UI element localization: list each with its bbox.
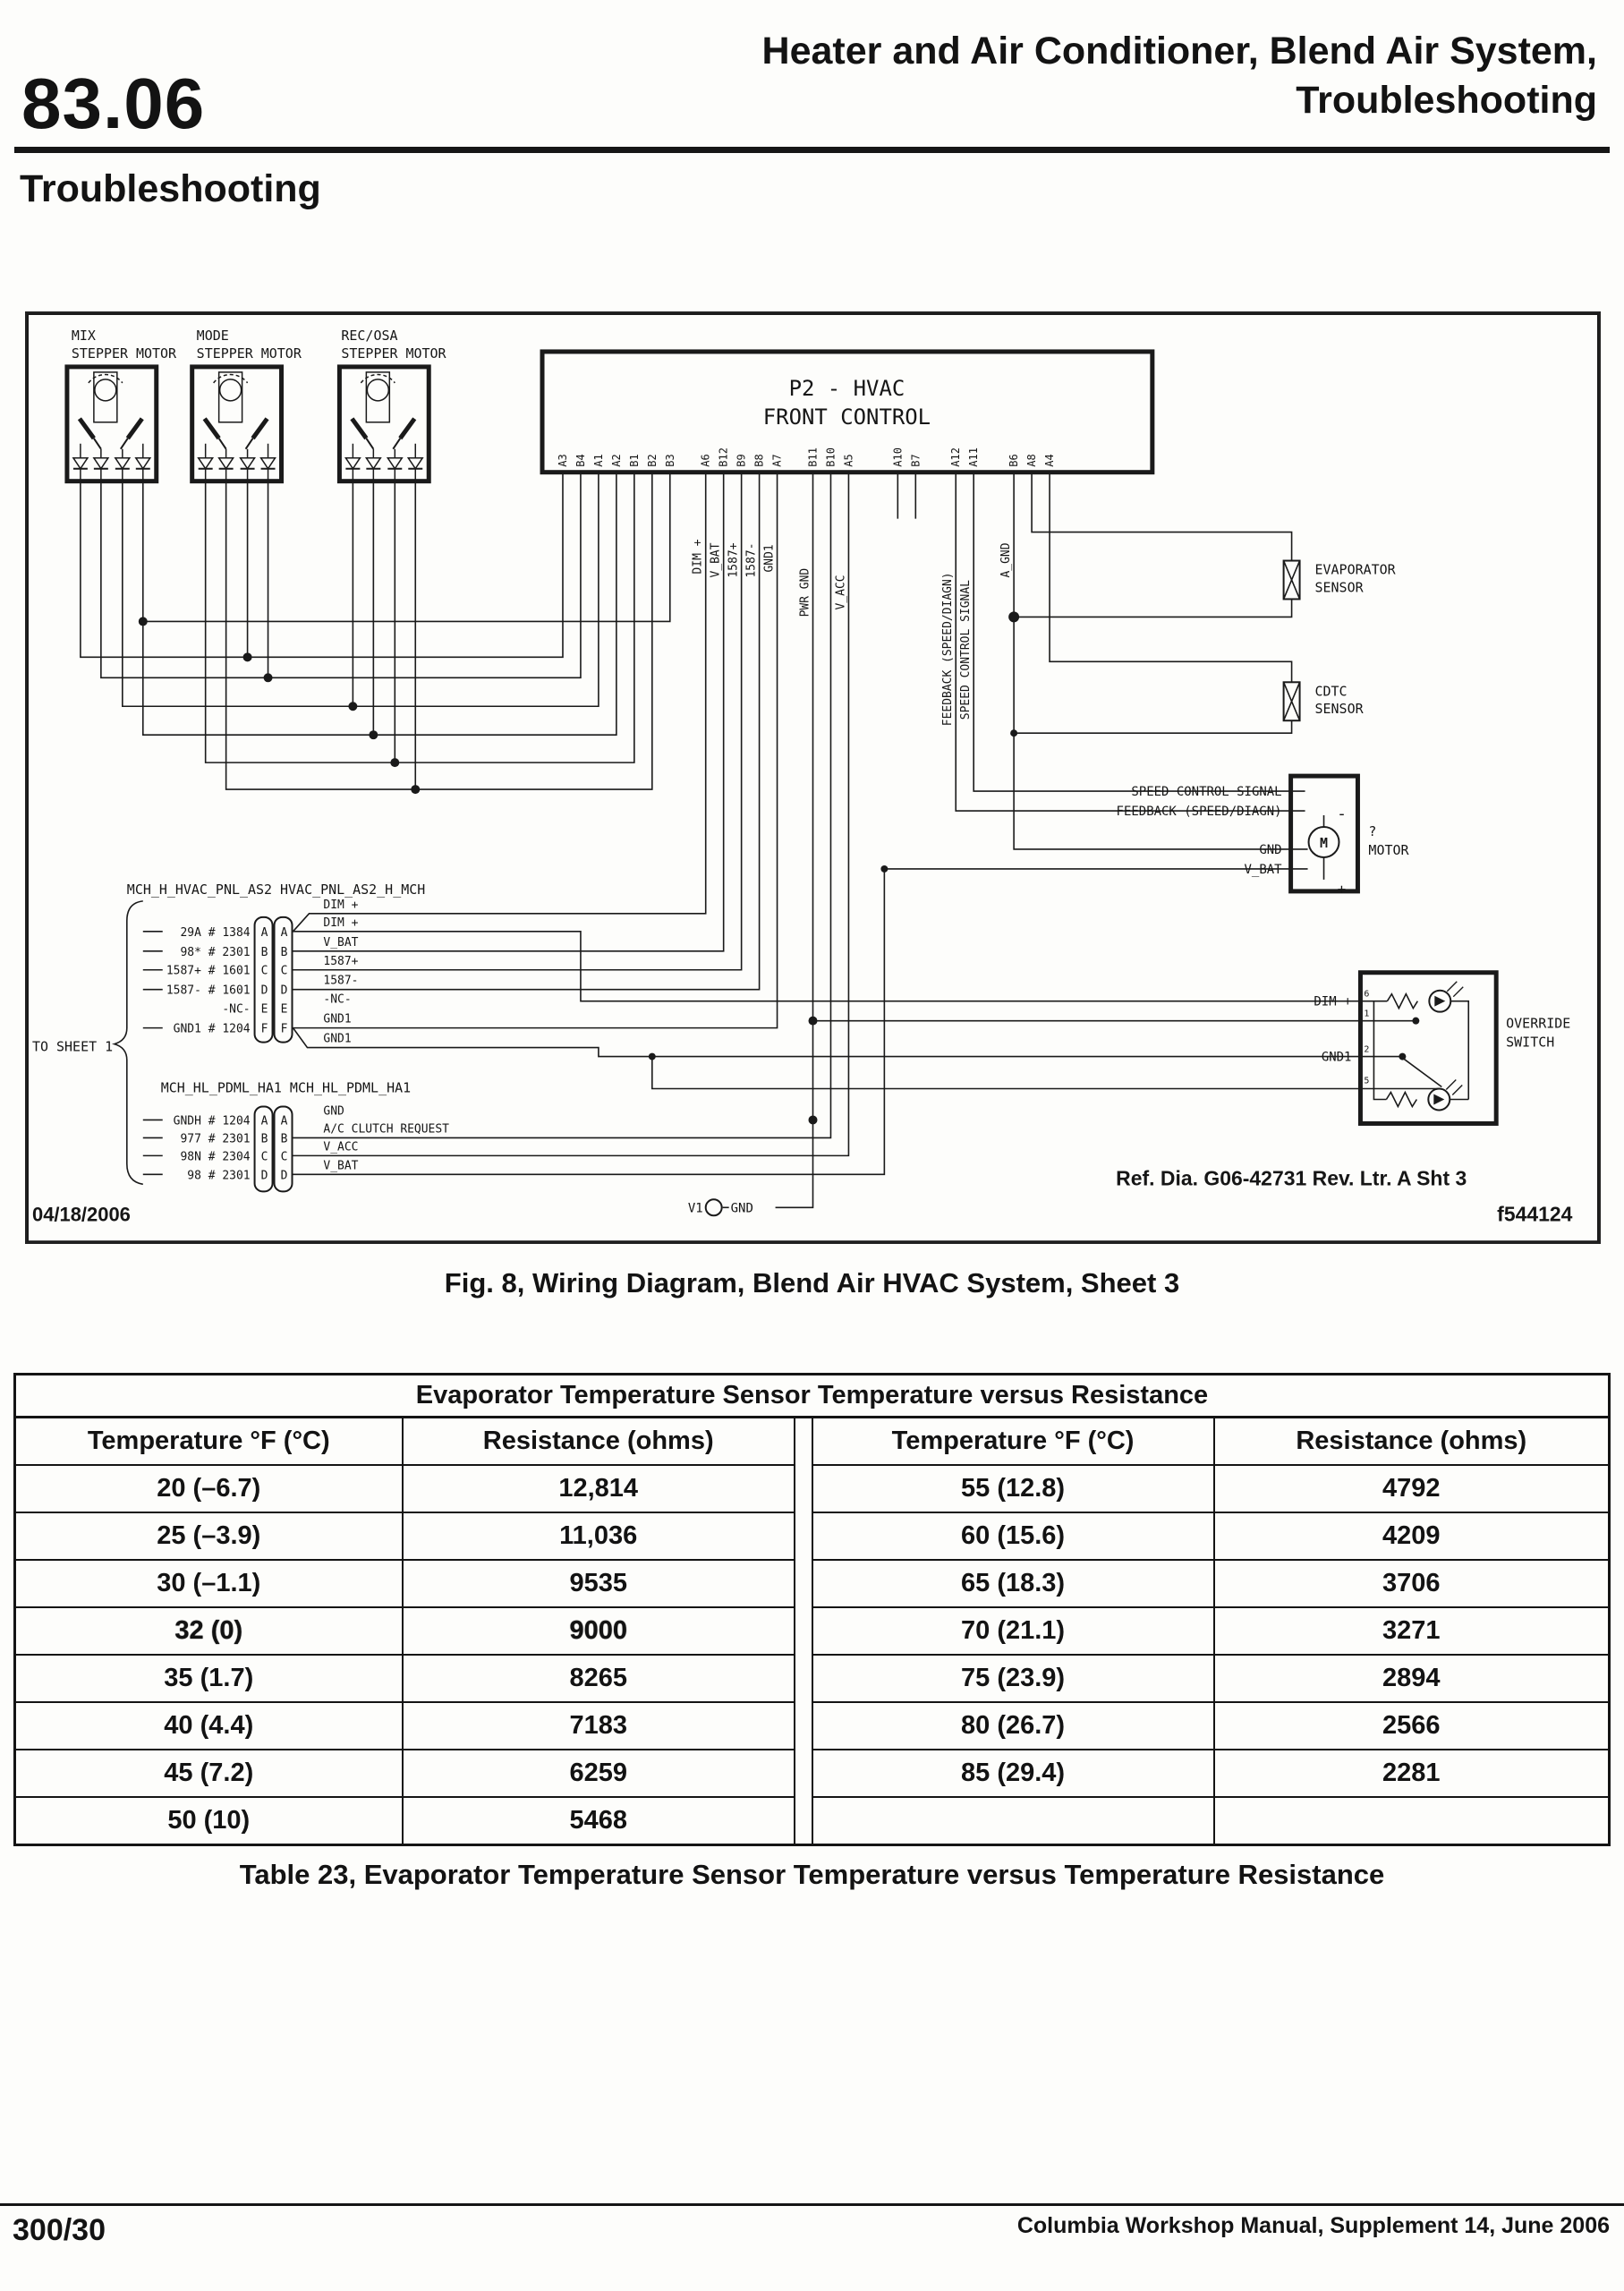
diagram-label: A10 [891, 447, 905, 467]
diagram-label: V_BAT [323, 1159, 359, 1173]
temperature-cell: 80 (26.7) [812, 1702, 1214, 1750]
diagram-label: V1 [687, 1201, 703, 1216]
diagram-label: -NC- [222, 1002, 251, 1017]
temperature-cell: 70 (21.1) [812, 1607, 1214, 1655]
diagram-label: 1587+ [323, 954, 359, 968]
diagram-label: A5 [842, 454, 855, 467]
table-row [15, 1702, 1610, 1750]
diagram-label: 98N # 2304 [180, 1150, 251, 1164]
diagram-label: C [280, 964, 288, 978]
diagram-label: V_ACC [323, 1140, 359, 1154]
diagram-label: GND [323, 1104, 344, 1119]
diagram-label: B [260, 945, 268, 959]
diagram-label: OVERRIDE [1506, 1015, 1571, 1032]
table-row [15, 1655, 1610, 1702]
column-divider [795, 1750, 812, 1797]
diagram-label: F [280, 1022, 288, 1036]
column-header: Resistance (ohms) [1214, 1418, 1610, 1466]
resistance-cell: 2281 [1214, 1750, 1610, 1797]
resistance-cell: 6259 [403, 1750, 795, 1797]
wiring-diagram [27, 313, 1599, 1242]
resistance-cell: 5468 [403, 1797, 795, 1845]
diagram-label: B [260, 1132, 268, 1146]
blower-motor [1291, 776, 1358, 891]
page-header [0, 0, 1624, 143]
diagram-label: DIM + [323, 898, 359, 912]
resistance-table [13, 1373, 1611, 1846]
table-row [15, 1607, 1610, 1655]
diagram-label: STEPPER MOTOR [71, 345, 177, 362]
diagram-label: B4 [574, 454, 587, 467]
diagram-label: C [280, 1150, 288, 1164]
table-row [15, 1560, 1610, 1607]
diagram-label: SENSOR [1314, 701, 1364, 718]
resistance-cell: 11,036 [403, 1512, 795, 1560]
resistance-cell: 2894 [1214, 1655, 1610, 1702]
diagram-label: A [280, 1114, 288, 1128]
diagram-label: B7 [909, 454, 923, 467]
diagram-label: V_BAT [1244, 862, 1282, 877]
table-row [15, 1512, 1610, 1560]
column-header: Temperature °F (°C) [15, 1418, 403, 1466]
ground-symbol [706, 1199, 729, 1215]
temperature-cell [812, 1797, 1214, 1845]
diagram-label: A6 [699, 454, 712, 467]
diagram-label: D [260, 984, 268, 998]
page-title-line2: Troubleshooting [1296, 79, 1597, 123]
signal-wires [293, 473, 1360, 1208]
resistance-cell: 9535 [403, 1560, 795, 1607]
temperature-cell: 25 (–3.9) [15, 1512, 403, 1560]
diagram-label: B10 [824, 447, 838, 467]
column-divider [795, 1465, 812, 1512]
diagram-label: B [280, 945, 288, 959]
diagram-label: GND [1259, 842, 1282, 857]
diagram-label: V_ACC [834, 575, 848, 610]
figure-caption: Fig. 8, Wiring Diagram, Blend Air HVAC System, Sheet 3 [444, 1267, 1180, 1299]
diagram-label: P2 - HVAC [788, 375, 906, 401]
diagram-label: M [1320, 834, 1329, 851]
diagram-label: A12 [949, 447, 963, 467]
diagram-label: 04/18/2006 [31, 1203, 131, 1226]
diagram-label: 1587- [323, 974, 359, 988]
page-footer [0, 2203, 1624, 2248]
resistance-cell: 3706 [1214, 1560, 1610, 1607]
diagram-label: 1587- # 1601 [166, 984, 251, 998]
resistance-cell: 4209 [1214, 1512, 1610, 1560]
diagram-label: f544124 [1497, 1202, 1573, 1226]
rec-osa-stepper-motor [339, 367, 429, 481]
diagram-label: MIX [71, 327, 96, 344]
diagram-label: B [280, 1132, 288, 1146]
page-title [762, 27, 1597, 125]
diagram-label: 1 [1364, 1009, 1370, 1019]
diagram-label: 6 [1364, 989, 1370, 1000]
column-divider [795, 1607, 812, 1655]
override-switch [1360, 973, 1496, 1124]
diagram-label: GND1 [1321, 1050, 1352, 1065]
diagram-label: A4 [1043, 454, 1057, 467]
column-divider [795, 1797, 812, 1845]
column-divider [795, 1418, 812, 1466]
diagram-label: V_BAT [323, 935, 359, 950]
resistance-cell [1214, 1797, 1610, 1845]
table-caption: Table 23, Evaporator Temperature Sensor Temperature versus Temperature Resistance [239, 1859, 1385, 1891]
diagram-label: SENSOR [1314, 579, 1364, 596]
diagram-label: B2 [645, 454, 659, 467]
column-divider [795, 1702, 812, 1750]
diagram-label: 1587+ [727, 542, 741, 578]
diagram-label: - [1337, 805, 1347, 824]
diagram-label: MOTOR [1368, 841, 1409, 858]
diagram-label: GND1 [323, 1012, 352, 1026]
diagram-label: A1 [591, 454, 605, 467]
cdtc-sensor [1284, 682, 1300, 720]
resistance-cell: 4792 [1214, 1465, 1610, 1512]
diagram-label: GNDH # 1204 [173, 1114, 251, 1128]
diagram-label: DIM + [691, 539, 705, 575]
temperature-cell: 40 (4.4) [15, 1702, 403, 1750]
diagram-label: B6 [1008, 454, 1021, 467]
diagram-label: 977 # 2301 [180, 1132, 251, 1146]
mode-stepper-motor [192, 367, 282, 481]
diagram-label: C [260, 1150, 268, 1164]
diagram-label: STEPPER MOTOR [196, 345, 302, 362]
diagram-label: SWITCH [1506, 1034, 1555, 1051]
table-header-row [15, 1418, 1610, 1466]
temperature-cell: 32 (0) [15, 1607, 403, 1655]
diagram-label: 98* # 2301 [180, 945, 251, 959]
column-header: Temperature °F (°C) [812, 1418, 1214, 1466]
diagram-label: REC/OSA [341, 327, 398, 344]
diagram-label: A [260, 925, 268, 940]
diagram-label: GND1 [323, 1032, 352, 1046]
diagram-label: EVAPORATOR [1314, 561, 1396, 578]
diagram-label: B12 [717, 447, 730, 467]
diagram-label: A8 [1025, 454, 1039, 467]
diagram-label: FRONT CONTROL [762, 404, 931, 430]
page-title-line1: Heater and Air Conditioner, Blend Air System, [761, 30, 1597, 72]
temperature-cell: 55 (12.8) [812, 1465, 1214, 1512]
diagram-label: ? [1368, 822, 1377, 839]
column-header: Resistance (ohms) [403, 1418, 795, 1466]
diagram-label: GND [730, 1201, 753, 1216]
diagram-label: -NC- [323, 992, 352, 1007]
diagram-label: + [1337, 880, 1347, 898]
temperature-cell: 60 (15.6) [812, 1512, 1214, 1560]
stepper-bus-wires [81, 473, 670, 789]
diagram-label: DIM + [1314, 994, 1352, 1009]
temperature-cell: 75 (23.9) [812, 1655, 1214, 1702]
diagram-label: 1587+ # 1601 [166, 964, 251, 978]
diagram-label: A_GND [999, 542, 1014, 578]
column-divider [795, 1512, 812, 1560]
diagram-label: PWR GND [798, 567, 812, 617]
diagram-label: A2 [609, 454, 623, 467]
diagram-label: A11 [967, 447, 981, 467]
wiring-diagram-frame [25, 311, 1601, 1244]
diagram-label: A [280, 925, 288, 940]
temperature-cell: 30 (–1.1) [15, 1560, 403, 1607]
diagram-label: A/C CLUTCH REQUEST [323, 1122, 449, 1137]
diagram-label: STEPPER MOTOR [341, 345, 446, 362]
diagram-label: B8 [752, 454, 766, 467]
temperature-cell: 35 (1.7) [15, 1655, 403, 1702]
diagram-label: D [280, 984, 288, 998]
table-row [15, 1797, 1610, 1845]
connector-stub-wires [143, 932, 163, 1175]
diagram-label: Ref. Dia. G06-42731 Rev. Ltr. A Sht 3 [1116, 1166, 1467, 1190]
manual-reference: Columbia Workshop Manual, Supplement 14, June 2006 [1016, 2213, 1610, 2238]
diagram-label: 5 [1364, 1076, 1370, 1086]
temperature-cell: 20 (–6.7) [15, 1465, 403, 1512]
diagram-label: TO SHEET 1 [31, 1038, 114, 1055]
resistance-table-wrap [13, 1373, 1611, 1846]
diagram-label: DIM + [323, 916, 359, 930]
resistance-cell: 9000 [403, 1607, 795, 1655]
diagram-label: B11 [806, 447, 820, 467]
header-rule [14, 147, 1610, 153]
resistance-cell: 12,814 [403, 1465, 795, 1512]
table-row [15, 1465, 1610, 1512]
mix-stepper-motor [67, 367, 157, 481]
diagram-label: 29A # 1384 [180, 925, 251, 940]
diagram-label: D [280, 1169, 288, 1183]
diagram-label: A3 [556, 454, 569, 467]
diagram-label: A7 [770, 454, 784, 467]
diagram-label: B9 [735, 454, 748, 467]
diagram-label: 2 [1364, 1044, 1370, 1055]
table-title-row [15, 1375, 1610, 1418]
resistance-cell: 3271 [1214, 1607, 1610, 1655]
diagram-label: F [260, 1022, 268, 1036]
diagram-label: MCH_H_HVAC_PNL_AS2 HVAC_PNL_AS2_H_MCH [126, 881, 426, 898]
diagram-label: 1587- [744, 542, 759, 578]
diagram-label: CDTC [1314, 683, 1348, 700]
resistance-cell: 7183 [403, 1702, 795, 1750]
diagram-label: MCH_HL_PDML_HA1 MCH_HL_PDML_HA1 [160, 1079, 412, 1096]
diagram-label: SPEED CONTROL SIGNAL [959, 580, 974, 720]
diagram-label: E [280, 1002, 288, 1017]
diagram-label: GND1 # 1204 [173, 1022, 251, 1036]
diagram-label: B1 [627, 454, 641, 467]
diagram-label: FEEDBACK (SPEED/DIAGN) [941, 572, 956, 727]
subsection-heading: Troubleshooting [20, 167, 321, 210]
diagram-label: V_BAT [709, 542, 723, 578]
resistance-cell: 2566 [1214, 1702, 1610, 1750]
evaporator-sensor [1284, 561, 1300, 600]
column-divider [795, 1655, 812, 1702]
diagram-label: D [260, 1169, 268, 1183]
diagram-label: A [260, 1114, 268, 1128]
diagram-label: MODE [196, 327, 229, 344]
page-number: 300/30 [13, 2213, 106, 2247]
diagram-label: E [260, 1002, 268, 1017]
stepper-motors [67, 367, 429, 481]
table-title: Evaporator Temperature Sensor Temperature versus Resistance [15, 1375, 1610, 1418]
temperature-cell: 85 (29.4) [812, 1750, 1214, 1797]
diagram-label: SPEED CONTROL SIGNAL [1131, 785, 1282, 800]
diagram-label: GND1 [762, 544, 777, 573]
section-number: 83.06 [21, 64, 206, 143]
temperature-cell: 50 (10) [15, 1797, 403, 1845]
diagram-label: C [260, 964, 268, 978]
column-divider [795, 1560, 812, 1607]
diagram-label: FEEDBACK (SPEED/DIAGN) [1116, 805, 1282, 820]
temperature-cell: 65 (18.3) [812, 1560, 1214, 1607]
temperature-cell: 45 (7.2) [15, 1750, 403, 1797]
table-row [15, 1750, 1610, 1797]
resistance-cell: 8265 [403, 1655, 795, 1702]
diagram-label: 98 # 2301 [187, 1169, 251, 1183]
diagram-label: B3 [663, 454, 676, 467]
to-sheet-brace [115, 901, 143, 1184]
